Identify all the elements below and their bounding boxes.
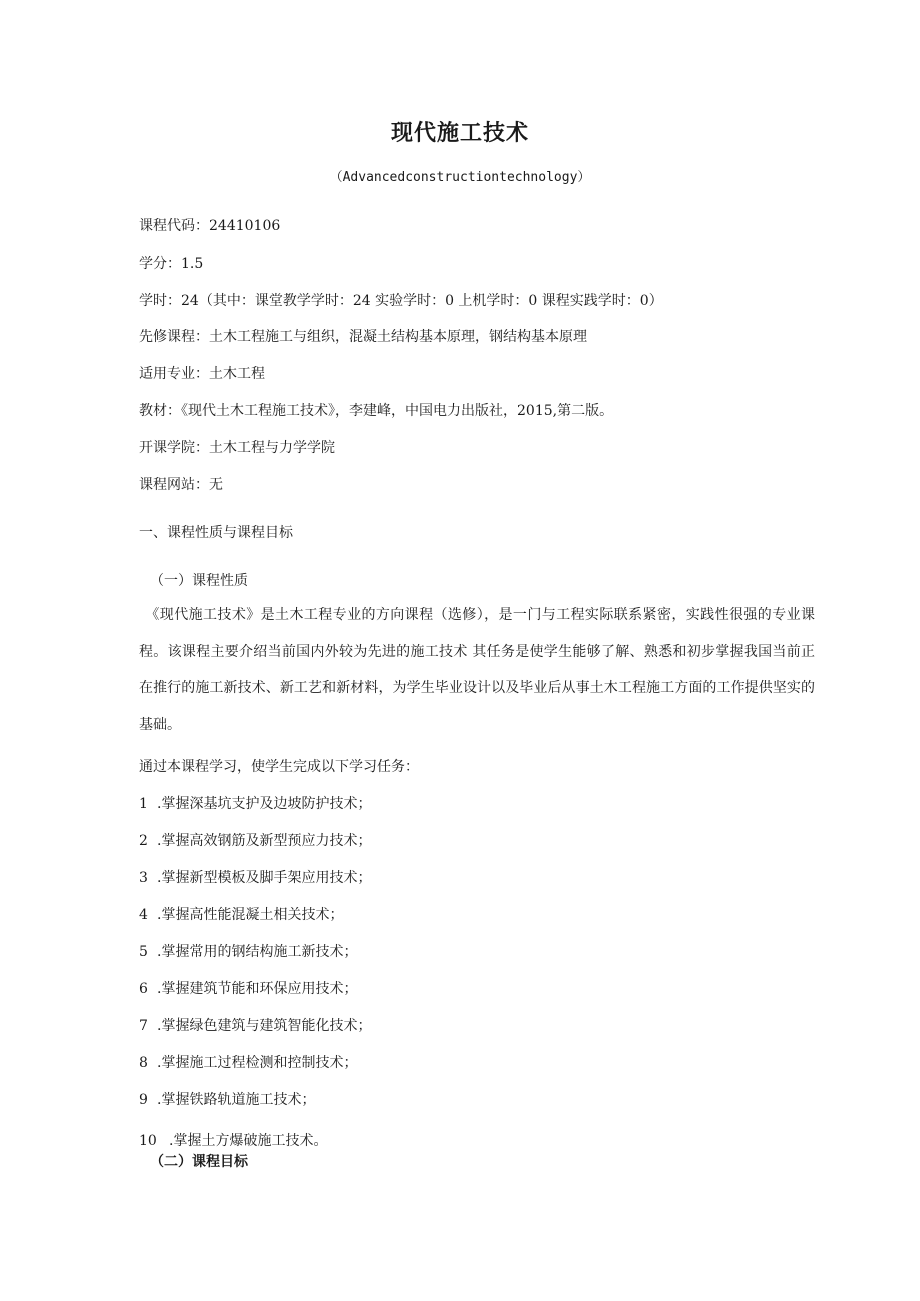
list-item-text: .掌握土方爆破施工技术。: [169, 1133, 328, 1149]
list-item: [139, 978, 357, 998]
meta-textbook: 教材：《现代土木工程施工技术》，李建峰，中国电力出版社，2015,第二版。: [139, 403, 614, 419]
meta-college: 开课学院：土木工程与力学学院: [139, 440, 335, 456]
list-item-text: .掌握常用的钢结构施工新技术；: [157, 944, 358, 960]
list-item: [139, 793, 371, 813]
subsection-heading-goals: （二）课程目标: [150, 1154, 248, 1170]
document-subtitle: （Advancedconstructiontechnology）: [329, 170, 591, 185]
list-item-text: .掌握施工过程检测和控制技术；: [157, 1055, 358, 1071]
list-item: [139, 1052, 357, 1072]
list-item: [139, 867, 371, 887]
meta-website: 课程网站：无: [139, 477, 223, 493]
document-title: 现代施工技术: [390, 121, 529, 146]
nature-paragraph-text: 《现代施工技术》是土木工程专业的方向课程（选修），是一门与工程实际联系紧密，实践性很强的专业课程。该课程主要介绍当前国内外较为先进的施工技术 其任务是使学生能够了解、熟悉和初步掌握我国当前正在推行的施工新技术、新工艺和新材料，为学生毕业设计以及毕业后从事土木工程施工方面的工作提供坚实的基础。: [139, 607, 815, 733]
meta-course-code: 课程代码：24410106: [139, 218, 281, 234]
list-item-text: .掌握深基坑支护及边坡防护技术；: [157, 796, 372, 812]
list-item-number: 8: [139, 1055, 148, 1071]
meta-credits: 学分：1.5: [139, 256, 204, 272]
list-item-text: .掌握高效钢筋及新型预应力技术；: [157, 833, 372, 849]
list-item-number: 3: [139, 870, 148, 886]
list-item-text: .掌握建筑节能和环保应用技术；: [157, 981, 358, 997]
nature-paragraph: [139, 597, 815, 743]
list-item-text: .掌握铁路轨道施工技术；: [157, 1092, 316, 1108]
list-item-number: 2: [139, 833, 148, 849]
list-item: [139, 830, 371, 850]
tasks-intro: 通过本课程学习，使学生完成以下学习任务：: [139, 759, 419, 775]
list-item: [139, 1130, 327, 1150]
meta-hours: 学时：24（其中：课堂教学学时：24 实验学时：0 上机学时：0 课程实践学时：0）: [139, 293, 663, 309]
meta-prerequisites: 先修课程：土木工程施工与组织，混凝土结构基本原理，钢结构基本原理: [139, 329, 587, 345]
list-item-text: .掌握新型模板及脚手架应用技术；: [157, 870, 372, 886]
list-item-number: 10: [139, 1133, 157, 1149]
subsection-heading-nature: （一）课程性质: [150, 573, 248, 589]
list-item-number: 1: [139, 796, 148, 812]
list-item-number: 6: [139, 981, 148, 997]
section-heading-nature-goals: 一、课程性质与课程目标: [139, 525, 293, 541]
list-item-text: .掌握高性能混凝土相关技术；: [157, 907, 344, 923]
meta-major: 适用专业：土木工程: [139, 366, 265, 382]
list-item: [139, 1015, 371, 1035]
list-item: [139, 941, 357, 961]
list-item-text: .掌握绿色建筑与建筑智能化技术；: [157, 1018, 372, 1034]
list-item: [139, 1089, 315, 1109]
list-item-number: 4: [139, 907, 148, 923]
list-item-number: 7: [139, 1018, 148, 1034]
list-item-number: 9: [139, 1092, 148, 1108]
list-item-number: 5: [139, 944, 148, 960]
list-item: [139, 904, 343, 924]
